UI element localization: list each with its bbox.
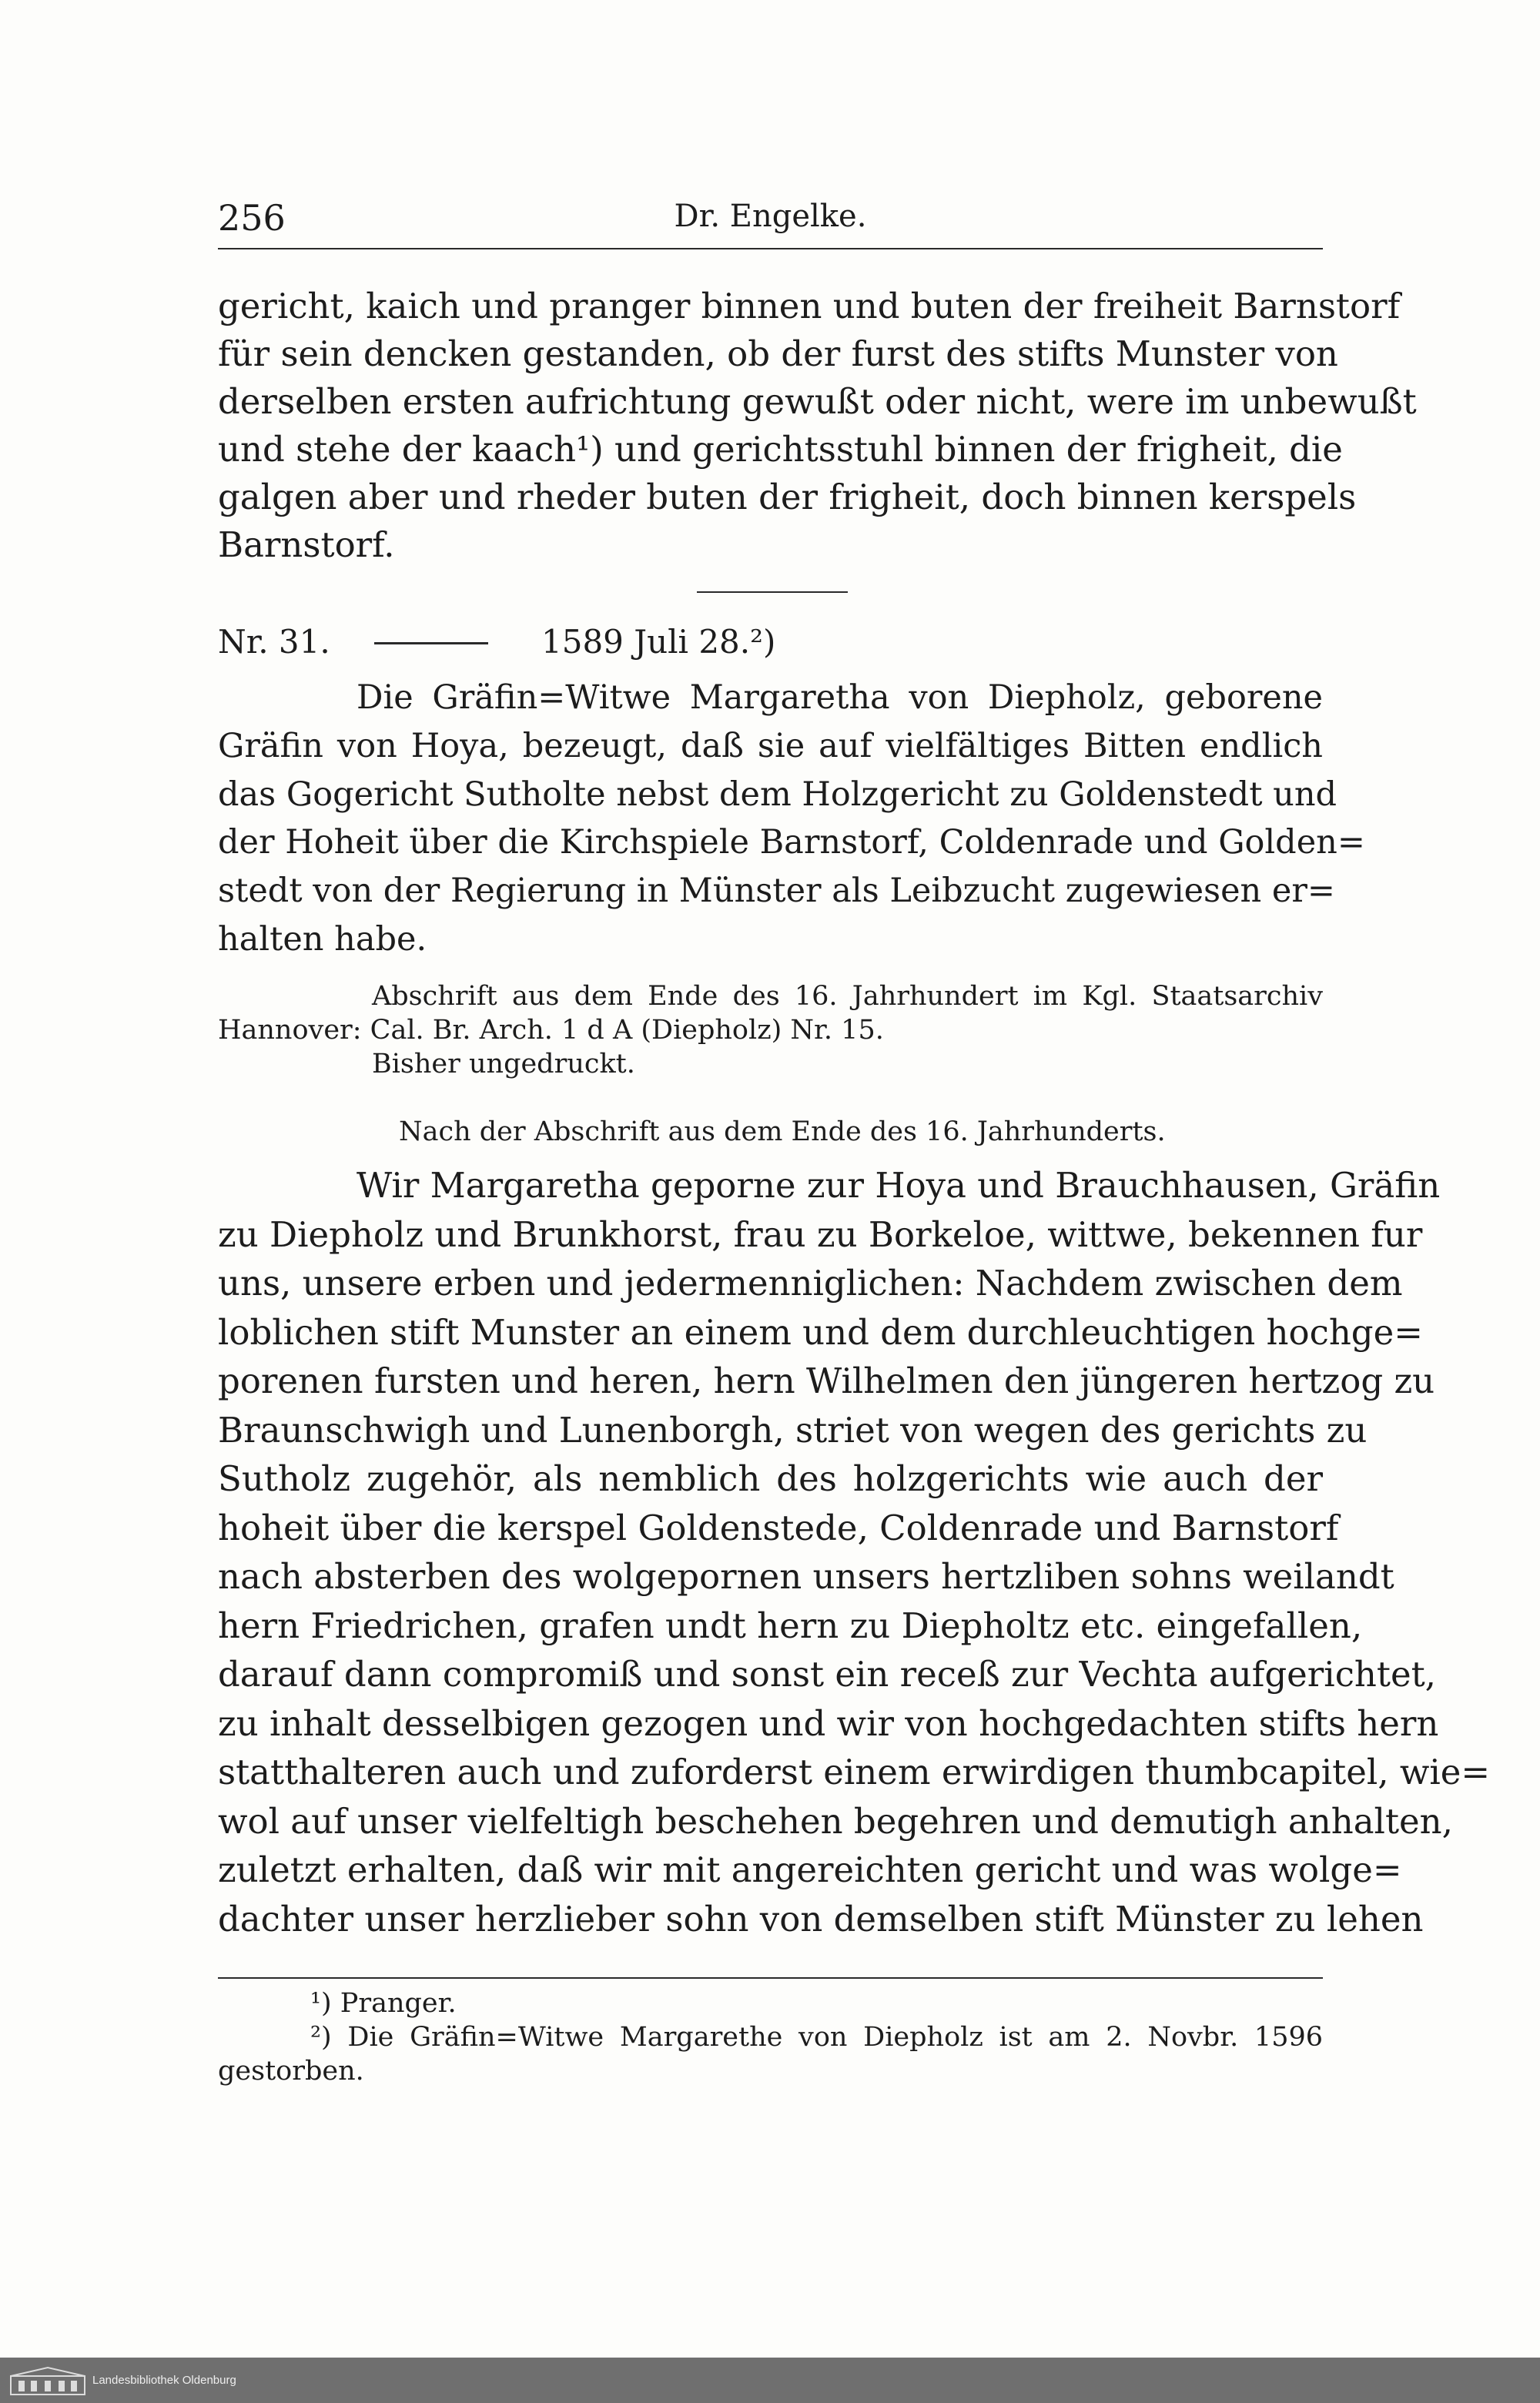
text-line: Wir Margaretha geporne zur Hoya und Brauchhausen, Gräfin — [357, 1165, 1441, 1206]
text-line: Sutholz zugehör, als nemblich des holzgerichts wie auch der — [218, 1458, 1323, 1499]
text-basis-line: Nach der Abschrift aus dem Ende des 16. Jahrhunderts. — [399, 1116, 1166, 1147]
document-date: 1589 Juli 28.²) — [541, 623, 776, 661]
text-line: Barnstorf. — [218, 524, 395, 565]
text-line: darauf dann compromiß und sonst ein receß zur Vechta aufgerichtet, — [218, 1654, 1436, 1695]
text-line: loblichen stift Munster an einem und dem durchleuchtigen hochge= — [218, 1311, 1423, 1353]
text-line: wol auf unser vielfeltigh beschehen begehren und demutigh anhalten, — [218, 1800, 1453, 1842]
source-notes — [218, 979, 1323, 1081]
text-line: halten habe. — [218, 919, 427, 959]
text-line: hoheit über die kerspel Goldenstede, Coldenrade und Barnstorf — [218, 1507, 1339, 1548]
text-line: dachter unser herzlieber sohn von demselben stift Münster zu lehen — [218, 1898, 1424, 1939]
footnote-rule — [218, 1977, 1323, 1979]
text-line: derselben ersten aufrichtung gewußt oder nicht, were im unbewußt — [218, 381, 1417, 422]
text-line: das Gogericht Sutholte nebst dem Holzgericht zu Goldenstedt und — [218, 775, 1337, 814]
text-line: der Hoheit über die Kirchspiele Barnstorf, Coldenrade und Golden= — [218, 823, 1365, 862]
section-divider — [697, 591, 848, 593]
text-line: uns, unsere erben und jedermenniglichen: Nachdem zwischen dem — [218, 1263, 1403, 1304]
running-head: Dr. Engelke. — [674, 199, 867, 234]
text-line: zu inhalt desselbigen gezogen und wir von hochgedachten stifts hern — [218, 1702, 1439, 1744]
source-line: Hannover: Cal. Br. Arch. 1 d A (Diepholz) Nr. 15. — [218, 1015, 884, 1046]
text-line: für sein dencken gestanden, ob der furst des stifts Munster von — [218, 333, 1338, 374]
header-rule — [218, 248, 1323, 249]
heading-dash — [374, 642, 488, 644]
text-line: porenen fursten und heren, hern Wilhelmen den jüngeren hertzog zu — [218, 1360, 1435, 1401]
library-building-icon — [9, 2365, 86, 2396]
text-line: Gräfin von Hoya, bezeugt, daß sie auf vielfältiges Bitten endlich — [218, 726, 1323, 765]
text-line: nach absterben des wolgepornen unsers hertzliben sohns weilandt — [218, 1556, 1394, 1597]
text-line: statthalteren auch und zuforderst einem erwirdigen thumbcapitel, wie= — [218, 1752, 1491, 1792]
document-number: Nr. 31. — [218, 623, 330, 661]
source-line: Bisher ungedruckt. — [372, 1049, 635, 1079]
footnote: gestorben. — [218, 2056, 364, 2087]
document-heading — [218, 619, 1323, 665]
source-line: Abschrift aus dem Ende des 16. Jahrhundert im Kgl. Staatsarchiv — [372, 981, 1323, 1012]
text-line: zu Diepholz und Brunkhorst, frau zu Borkeloe, wittwe, bekennen fur — [218, 1213, 1423, 1255]
page-number: 256 — [218, 197, 286, 239]
footnotes — [218, 1986, 1323, 2088]
text-line: Braunschwigh und Lunenborgh, striet von wegen des gerichts zu — [218, 1409, 1368, 1451]
footnote: ¹) Pranger. — [310, 1988, 457, 2019]
text-line: gericht, kaich und pranger binnen und buten der freiheit Barnstorf — [218, 286, 1401, 326]
text-line: galgen aber und rheder buten der frigheit, doch binnen kerspels — [218, 477, 1357, 517]
library-name: Landesbibliothek Oldenburg — [92, 2374, 236, 2387]
top-paragraph — [218, 283, 1417, 569]
text-line: Die Gräfin=Witwe Margaretha von Diepholz, geborene — [357, 678, 1323, 717]
footnote: ²) Die Gräfin=Witwe Margarethe von Diepholz ist am 2. Novbr. 1596 — [310, 2022, 1323, 2053]
regest — [218, 674, 1365, 964]
text-line: stedt von der Regierung in Münster als Leibzucht zugewiesen er= — [218, 872, 1335, 911]
text-line: zuletzt erhalten, daß wir mit angereichten gericht und was wolge= — [218, 1849, 1402, 1890]
page-header — [218, 182, 1323, 251]
main-text — [218, 1161, 1491, 1943]
text-basis — [218, 1115, 1323, 1149]
library-footer — [0, 2358, 1540, 2403]
text-line: und stehe der kaach¹) und gerichtsstuhl binnen der frigheit, die — [218, 429, 1343, 470]
text-line: hern Friedrichen, grafen undt hern zu Diepholtz etc. eingefallen, — [218, 1605, 1363, 1646]
